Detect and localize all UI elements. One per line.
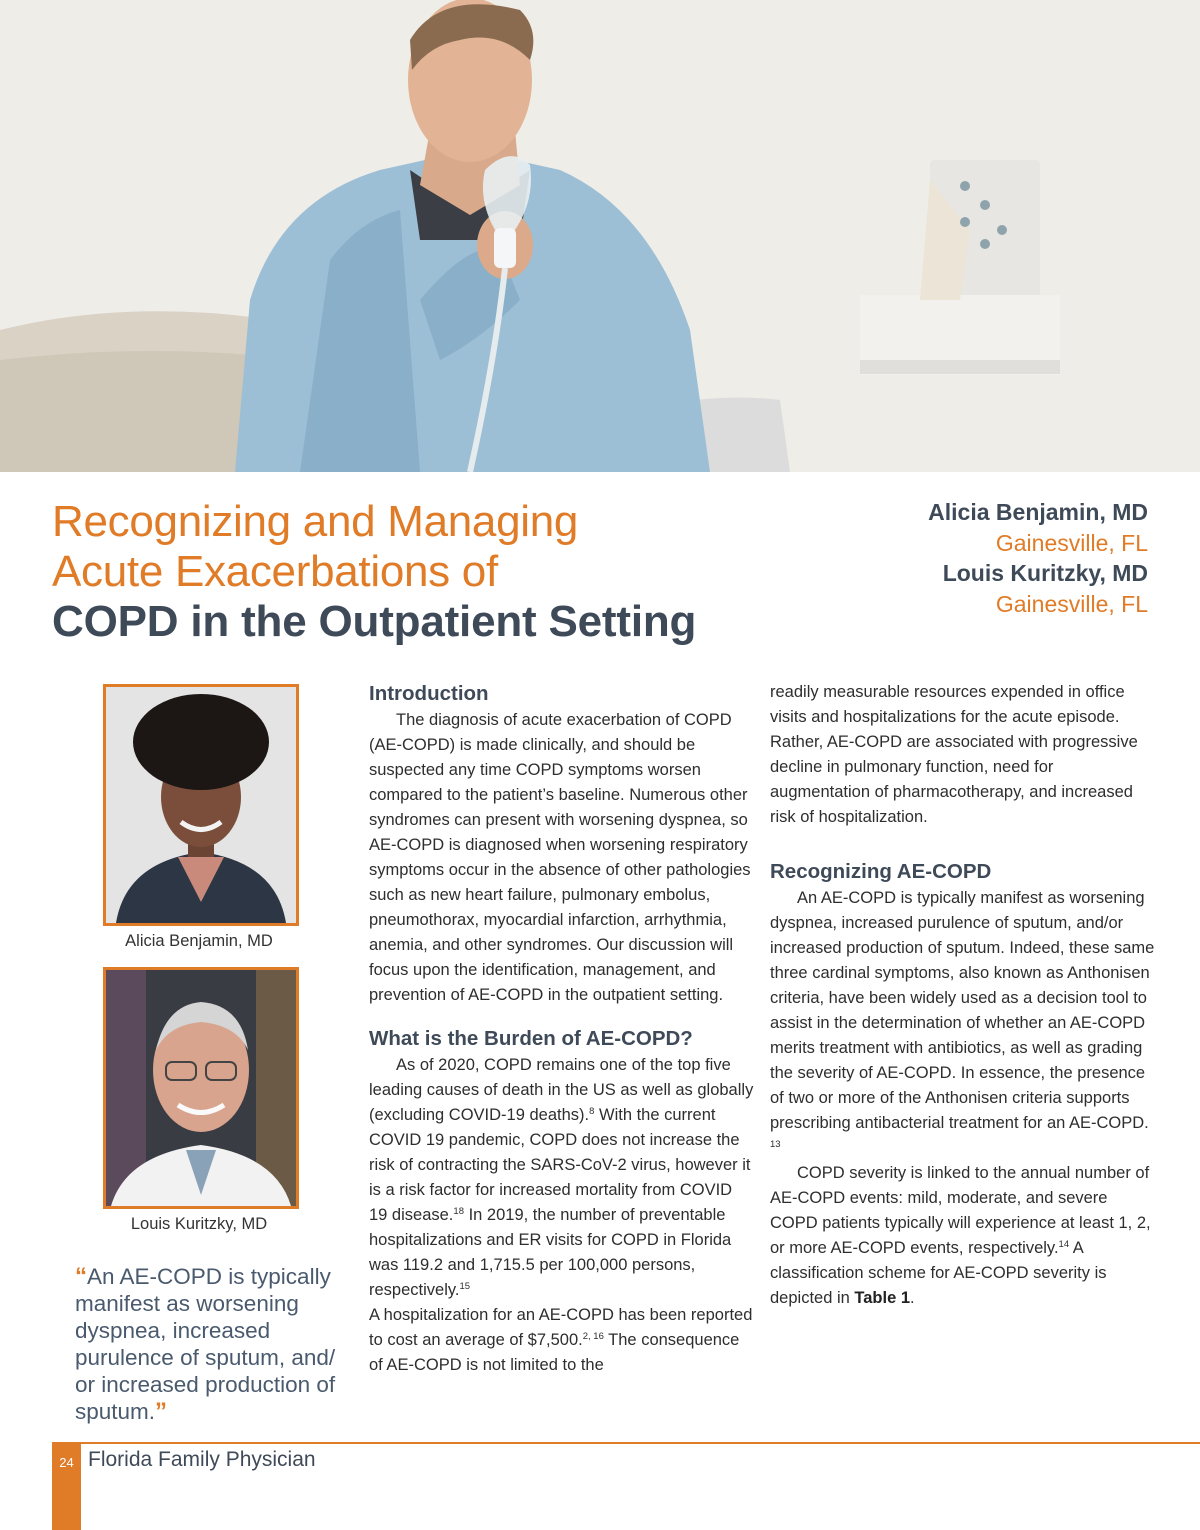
title-line-2: Acute Exacerbations of [52, 547, 498, 596]
close-quote-mark: ” [155, 1398, 168, 1425]
man-portrait-icon [106, 970, 296, 1206]
reference-8[interactable]: 8 [589, 1106, 595, 1117]
portrait-alicia-benjamin [103, 684, 299, 926]
author-name: Alicia Benjamin, MD [928, 499, 1148, 525]
portrait-caption: Louis Kuritzky, MD [130, 1215, 268, 1233]
title-line-1: Recognizing and Managing [52, 497, 579, 546]
paragraph: COPD severity is linked to the annual number of AE-COPD events: mild, moderate, and severe COPD patients typically will experience at least 1, 2, or more AE-COPD events, respectively.$^{14}$ A classification scheme for AE-COPD severity is depicted in Table 1. [770, 1164, 1151, 1307]
table-1-reference[interactable]: Table 1 [854, 1289, 911, 1307]
author-location: Gainesville, FL [995, 590, 1148, 617]
paragraph: The diagnosis of acute exacerbation of COPD (AE-COPD) is made clinically, and should be suspected any time COPD symptoms worsen compared to the patient’s baseline. Numerous other syndromes can present with worsening dyspnea, so AE-COPD is diagnosed when worsening respiratory symptoms occur in the absence of other pathologies such as new heart failure, pulmonary embolus, pneumothorax, myocardial infarction, arrhythmia, anemia, and other syndromes. Our discussion will focus upon the identification, management, and prevention of AE-COPD in the outpatient setting. [369, 711, 751, 1004]
page-number: 24 [59, 1455, 74, 1470]
title-line-3: COPD in the Outpatient Setting [52, 597, 697, 646]
reference-15[interactable]: 15 [459, 1281, 471, 1292]
open-quote-mark: “ [75, 1263, 87, 1290]
footer-rule [52, 1442, 1200, 1444]
paragraph-continued: readily measurable resources expended in office visits and hospitalizations for the acute episode. Rather, AE-COPD are associated with progressive decline in pulmonary function, need for augmentation of pharmacotherapy, and increased risk of hospitalization. [770, 683, 1138, 826]
reference-13[interactable]: 13 [770, 1139, 781, 1150]
reference-14[interactable]: 14 [1058, 1239, 1070, 1250]
photo-man-with-nebulizer-icon [0, 0, 1200, 472]
paragraph: As of 2020, COPD remains one of the top five leading causes of death in the US as well as globally (excluding COVID-19 deaths).$^8$ With the current COVID 19 pandemic, COPD does not increase the risk of contracting the SARS-CoV-2 virus, however it is a risk factor for increased mortality from COVID 19 disease.$^{18}$ In 2019, the number of preventable hospitalizations and ER visits for COPD in Florida was 119.2 and 1,715.5 per 100,000 persons, respectively.$^{15}$ A hospitalization for an AE-COPD has been reported to cost an average of $7,500.$^{2, 16}$ The consequence of AE-COPD is not limited to the [369, 1056, 754, 1374]
woman-portrait-icon [106, 687, 296, 923]
pull-quote [75, 1263, 360, 1425]
article-column-1 [369, 680, 754, 1378]
portrait-louis-kuritzky [103, 967, 299, 1209]
section-heading-recognizing: Recognizing AE-COPD [770, 860, 992, 883]
reference-18[interactable]: 18 [453, 1206, 464, 1217]
author-name: Louis Kuritzky, MD [942, 560, 1148, 586]
author-location: Gainesville, FL [995, 529, 1148, 556]
section-heading-introduction: Introduction [369, 682, 489, 705]
pull-quote-text: An AE-COPD is typically manifest as worsening dyspnea, increased purulence of sputum, and/ or increased production of sputum. [75, 1264, 336, 1424]
portrait-caption: Alicia Benjamin, MD [125, 932, 273, 950]
magazine-name: Florida Family Physician [88, 1448, 316, 1471]
paragraph: An AE-COPD is typically manifest as worsening dyspnea, increased purulence of sputum, and/or increased production of sputum. Indeed, these same three cardinal symptoms, also known as Anthonisen criteria, have been widely used as a decision tool to assist in the determination of whether an AE-COPD merits treatment with antibiotics, as well as grading the severity of AE-COPD. In essence, the presence of two or more of the Anthonisen criteria supports prescribing antibacterial treatment for an AE-COPD. $^{13}$ [770, 889, 1155, 1150]
article-title [52, 497, 812, 647]
author-list [928, 497, 1148, 619]
hero-photo [0, 0, 1200, 472]
article-column-2 [770, 680, 1155, 1311]
reference-2-16[interactable]: 2, 16 [582, 1331, 604, 1342]
section-heading-burden: What is the Burden of AE-COPD? [369, 1027, 693, 1050]
